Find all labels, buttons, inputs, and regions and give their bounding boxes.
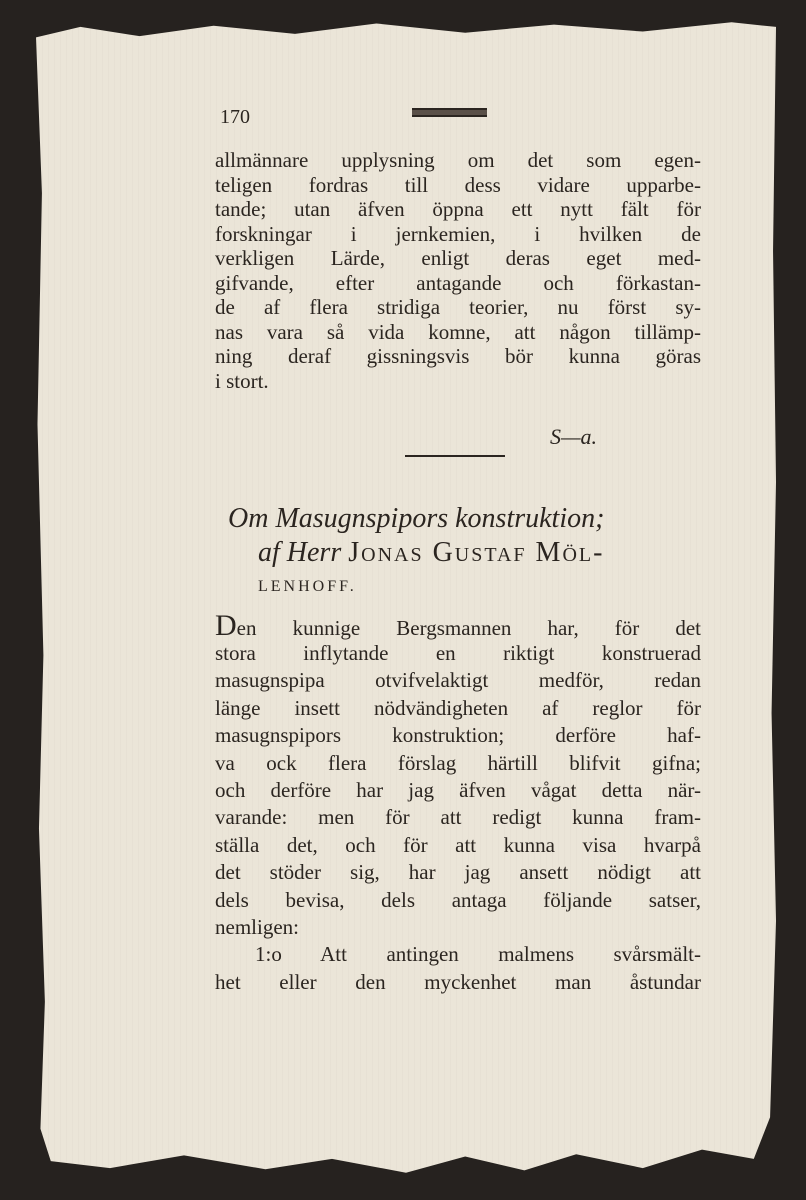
first-line-text: en kunnige Bergsmannen har, för det bbox=[236, 616, 701, 640]
text-line: teligen fordras till dess vidare upparbe- bbox=[215, 172, 701, 197]
signature: S—a. bbox=[550, 424, 598, 449]
text-line: det stöder sig, har jag ansett nödigt att bbox=[215, 860, 701, 885]
text-line: de af flera stridiga teorier, nu först sy- bbox=[215, 295, 701, 319]
text-line: länge insett nödvändigheten af reglor för bbox=[215, 695, 701, 720]
text-line: 1:o Att antingen malmens svårsmält- bbox=[255, 942, 701, 967]
text-line: verkligen Lärde, enligt deras eget med- bbox=[215, 246, 701, 270]
text-line: nemligen: bbox=[215, 915, 299, 939]
text-line: allmännare upplysning om det som egen- bbox=[215, 148, 701, 172]
body-first-line bbox=[215, 609, 701, 642]
text-line: nas vara så vida komne, att någon tillämp- bbox=[215, 319, 701, 344]
text-line: ställa det, och för att kunna visa hvarpå bbox=[215, 832, 701, 857]
text-line: gifvande, efter antagande och förkastan- bbox=[215, 270, 701, 295]
page-number: 170 bbox=[220, 106, 250, 128]
initial-letter: D bbox=[215, 609, 237, 642]
section-divider bbox=[405, 455, 505, 457]
text-line: ning deraf gissningsvis bör kunna göras bbox=[215, 344, 701, 368]
text-line: forskningar i jernkemien, i hvilken de bbox=[215, 221, 701, 246]
header-rule bbox=[412, 108, 487, 117]
text-line: va ock flera förslag härtill blifvit gifna; bbox=[215, 750, 701, 775]
text-line: het eller den myckenhet man åstundar bbox=[215, 969, 701, 994]
byline-prefix: af Herr bbox=[258, 537, 342, 568]
text-line: stora inflytande en riktigt konstruerad bbox=[215, 641, 701, 665]
byline-author: Jonas Gustaf Möl- bbox=[348, 537, 605, 568]
article-title: Om Masugnspipors konstruktion; bbox=[228, 503, 605, 534]
text-line: och derföre har jag äfven vågat detta när- bbox=[215, 778, 701, 802]
article-byline bbox=[258, 537, 604, 569]
text-line: tande; utan äfven öppna ett nytt fält för bbox=[215, 197, 701, 221]
text-line: varande: men för att redigt kunna fram- bbox=[215, 805, 701, 830]
text-line: i stort. bbox=[215, 368, 269, 393]
text-line: masugnspipa otvifvelaktigt medför, redan bbox=[215, 668, 701, 693]
byline-author-continued: LENHOFF. bbox=[258, 578, 357, 595]
text-line: dels bevisa, dels antaga följande satser, bbox=[215, 887, 701, 912]
text-line: masugnspipors konstruktion; derföre haf- bbox=[215, 723, 701, 748]
